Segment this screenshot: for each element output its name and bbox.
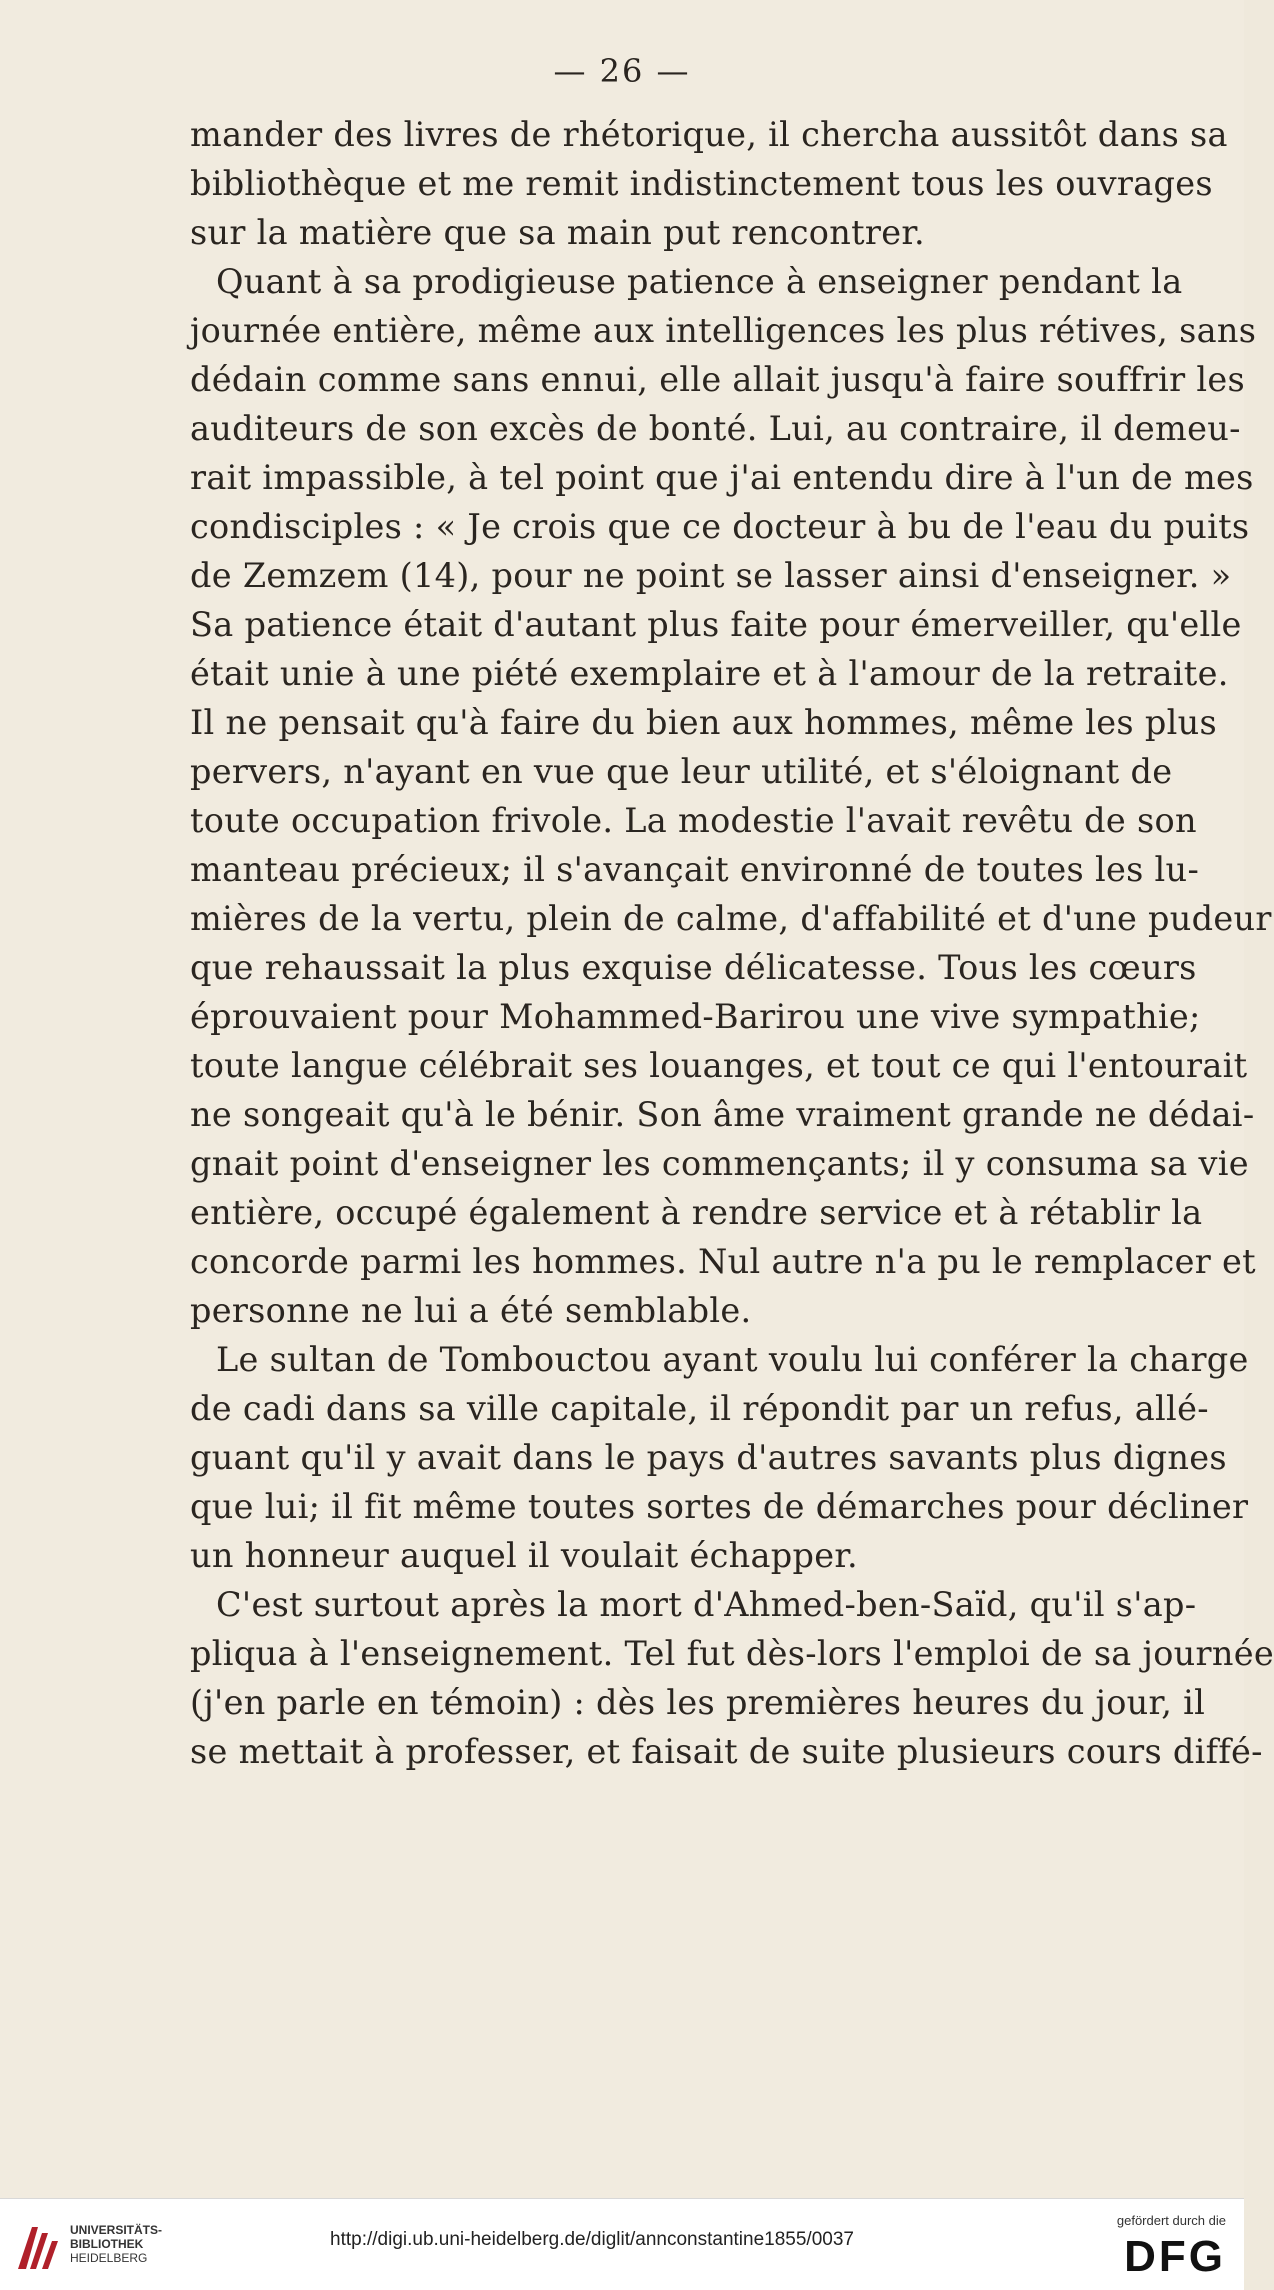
page-number: — 26 — xyxy=(553,52,691,90)
digitization-footer xyxy=(0,2198,1244,2290)
text-line: ne songeait qu'à le bénir. Son âme vraiment grande ne dédai- xyxy=(190,1095,1255,1134)
university-library-logo-icon xyxy=(12,2219,60,2275)
text-line: toute occupation frivole. La modestie l'avait revêtu de son xyxy=(190,801,1197,840)
text-line: de cadi dans sa ville capitale, il répondit par un refus, allé- xyxy=(190,1389,1209,1428)
text-line: Le sultan de Tombouctou ayant voulu lui conférer la charge xyxy=(216,1340,1249,1379)
institution-name: UNIVERSITÄTS- BIBLIOTHEK HEIDELBERG xyxy=(70,2223,163,2265)
dfg-logo: DFG xyxy=(1124,2232,1226,2281)
text-line: que lui; il fit même toutes sortes de démarches pour décliner xyxy=(190,1487,1249,1526)
text-line: éprouvaient pour Mohammed-Barirou une vive sympathie; xyxy=(190,997,1201,1036)
text-line: Quant à sa prodigieuse patience à enseigner pendant la xyxy=(216,262,1183,301)
text-line: dédain comme sans ennui, elle allait jusqu'à faire souffrir les xyxy=(190,360,1245,399)
text-line: entière, occupé également à rendre service et à rétablir la xyxy=(190,1193,1203,1232)
text-line: mières de la vertu, plein de calme, d'affabilité et d'une pudeur xyxy=(190,899,1272,938)
text-line: condisciples : « Je crois que ce docteur à bu de l'eau du puits xyxy=(190,507,1250,546)
text-line: journée entière, même aux intelligences les plus rétives, sans xyxy=(190,311,1257,350)
text-line: auditeurs de son excès de bonté. Lui, au contraire, il demeu- xyxy=(190,409,1241,448)
text-line: sur la matière que sa main put rencontrer. xyxy=(190,213,925,252)
text-line: gnait point d'enseigner les commençants; il y consuma sa vie xyxy=(190,1144,1249,1183)
text-line: Il ne pensait qu'à faire du bien aux hommes, même les plus xyxy=(190,703,1217,742)
text-line: bibliothèque et me remit indistinctement tous les ouvrages xyxy=(190,164,1213,203)
body-text xyxy=(190,110,1274,1776)
text-line: personne ne lui a été semblable. xyxy=(190,1291,752,1330)
text-line: manteau précieux; il s'avançait environné de toutes les lu- xyxy=(190,850,1200,889)
text-line: rait impassible, à tel point que j'ai entendu dire à l'un de mes xyxy=(190,458,1254,497)
text-line: se mettait à professer, et faisait de suite plusieurs cours diffé- xyxy=(190,1732,1263,1771)
funding-note: gefördert durch die xyxy=(1116,2213,1226,2228)
text-line: mander des livres de rhétorique, il chercha aussitôt dans sa xyxy=(190,115,1228,154)
text-line: pliqua à l'enseignement. Tel fut dès-lors l'emploi de sa journée xyxy=(190,1634,1274,1673)
permalink[interactable]: http://digi.ub.uni-heidelberg.de/diglit/annconstantine1855/0037 xyxy=(330,2229,854,2250)
text-line: un honneur auquel il voulait échapper. xyxy=(190,1536,859,1575)
text-line: C'est surtout après la mort d'Ahmed-ben-Saïd, qu'il s'ap- xyxy=(216,1585,1197,1624)
text-line: toute langue célébrait ses louanges, et tout ce qui l'entourait xyxy=(190,1046,1248,1085)
text-line: de Zemzem (14), pour ne point se lasser ainsi d'enseigner. » xyxy=(190,556,1232,595)
text-line: pervers, n'ayant en vue que leur utilité, et s'éloignant de xyxy=(190,752,1173,791)
text-line: concorde parmi les hommes. Nul autre n'a pu le remplacer et xyxy=(190,1242,1256,1281)
text-line: guant qu'il y avait dans le pays d'autres savants plus dignes xyxy=(190,1438,1227,1477)
text-line: (j'en parle en témoin) : dès les premières heures du jour, il xyxy=(190,1683,1206,1722)
text-line: que rehaussait la plus exquise délicatesse. Tous les cœurs xyxy=(190,948,1197,987)
text-line: Sa patience était d'autant plus faite pour émerveiller, qu'elle xyxy=(190,605,1242,644)
text-line: était unie à une piété exemplaire et à l'amour de la retraite. xyxy=(190,654,1229,693)
